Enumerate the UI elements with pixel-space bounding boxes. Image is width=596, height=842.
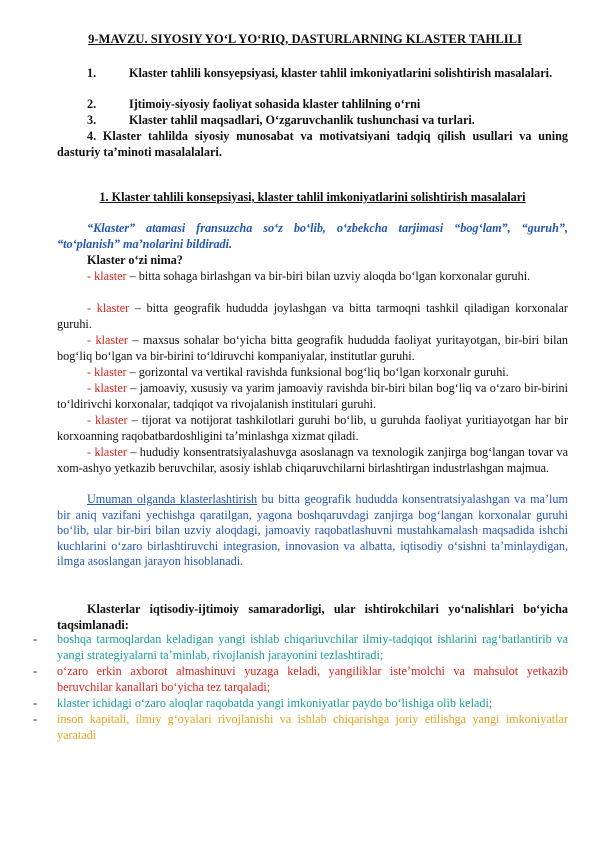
definition-dash: - [87, 381, 95, 395]
definition-dash: - [87, 413, 96, 427]
bullet-dash: - [33, 632, 38, 646]
definition-term: klaster [95, 333, 128, 347]
definition-term: klaster [94, 381, 127, 395]
definition-term: klaster [94, 365, 127, 379]
quote-paragraph: “Klaster” atamasi fransuzcha so‘z bo‘lib, o‘zbekcha tarjimasi “bog‘lam”, “guruh”, “to‘planish” ma’nolarini bildiradi. [57, 221, 568, 251]
definition-item [57, 445, 568, 476]
definition-text: – tijorat va notijorat tashkilotlari guruhi bo‘lib, u guruhda faoliyat yuritiayotgan har bir korxoanning raqobatbardoshligini ta’minlashga xizmat qiladi. [57, 413, 568, 443]
definition-dash: - [87, 269, 95, 283]
outline-item-4 [57, 129, 568, 160]
summary-paragraph [57, 492, 568, 570]
definition-text: – hududiy konsentratsiyalashuvga asoslanagn va texnologik zanjirga bog‘langan tovar va xom-ashyo yetkazib beruvchilar, asosiy ishlab chiqaruvchilarni birlashtirgan industrlashgan majmua. [57, 445, 568, 475]
section-heading: 1. Klaster tahlili konsepsiyasi, klaster tahlil imkoniyatlarini solishtirish masalalari [99, 190, 526, 204]
bullet-dash: - [33, 664, 38, 678]
outline-number: 1. [87, 66, 97, 80]
page-title: 9-MAVZU. SIYOSIY YO‘L YO‘RIQ, DASTURLARNING KLASTER TAHLILI [88, 32, 522, 46]
definition-term: klaster [96, 301, 130, 315]
definition-item [57, 333, 568, 364]
definition-dash: - [87, 333, 96, 347]
definition-text: – bitta geografik hududda joylashgan va bitta tarmoqni tashkil qiladigan korxonalar guruhi. [57, 301, 568, 331]
outline-item-1 [57, 66, 568, 82]
definition-item [57, 381, 568, 412]
definition-term: klaster [94, 269, 127, 283]
definition-item [57, 301, 568, 332]
definition-text: – bitta sohaga birlashgan va bir-biri bilan uzviy aloqda bo‘lgan korxonalar guruhi. [126, 269, 531, 283]
benefits-heading: Klasterlar iqtisodiy-ijtimoiy samaradorligi, ular ishtirokchilari yo‘nalishlari bo‘yicha taqsimlanadi: [57, 602, 568, 632]
outline-item-3 [57, 113, 568, 129]
definition-dash: - [87, 445, 95, 459]
outline-number: 4. [87, 129, 97, 143]
definition-term: klaster [94, 445, 127, 459]
bullet-dash: - [33, 696, 38, 710]
bullet-dash: - [33, 712, 38, 726]
outline-text: Klaster tahlil maqsadlari, O‘zgaruvchanlik tushunchasi va turlari. [129, 113, 475, 127]
outline-number: 2. [87, 97, 97, 111]
summary-text: bu bitta geografik hududda konsentratsiyalashgan va ma’lum bir aniq vazifani yechishga qaratilgan, yagona boshqaruvdagi zanjirga bog‘langan korxonalar guruhi bo‘lib, ular bir-biri bilan uzviy aloqdagi, jamoaviy raqobatlashuvni mustahkamalash maqsadida ishchi kuchlarini o‘zaro birlashtiruvchi integrasion, innovasion va albatta, iqtisodiy o‘sishni ta’minlaydigan, ilmga asoslangan jarayon hisoblanadi. [57, 492, 568, 569]
outline-item-2 [57, 97, 568, 113]
definition-dash: - [87, 301, 97, 315]
definition-text: – maxsus sohalar bo‘yicha bitta geografik hududda faoliyat yuritayotgan, bir-biri bilan bog‘liq bo‘lgan va bir-birini to‘ldiruvchi kompaniyalar, institutlar guruhi. [57, 333, 568, 363]
summary-lead: Umuman olganda klasterlashtirish [87, 492, 258, 506]
outline-text: Klaster tahlilda siyosiy munosabat va motivatsiyani tadqiq qilish usullari va uning dasturiy ta’minoti masalalalari. [57, 129, 569, 159]
bullet-item: o‘zaro erkin axborot almashinuvi yuzaga keladi, yangiliklar iste’molchi va mahsulot yetkazib beruvchilar kanallari bo‘yicha tez tarqaladi; [57, 664, 568, 694]
bullet-item: klaster ichidagi o‘zaro aloqlar raqobatda yangi imkoniyatlar paydo bo‘lishiga olib keladi; [57, 696, 493, 710]
definition-text: – jamoaviy, xususiy va yarim jamoaviy ravishda bir-biri bilan bog‘liq va o‘zaro bir-birini to‘ldirivchi korxonalar, tadqiqot va rivojalanish institulari guruhi. [57, 381, 568, 411]
outline-text: Klaster tahlili konsyepsiyasi, klaster tahlil imkoniyatlarini solishtirish masalalari. [129, 66, 553, 80]
definition-text: – gorizontal va vertikal ravishda funksional bog‘liq bo‘lgan korxonalr guruhi. [126, 365, 509, 379]
definition-item [57, 365, 568, 381]
definition-item [57, 413, 568, 444]
bullet-item: boshqa tarmoqlardan keladigan yangi ishlab chiqariuvchilar ilmiy-tadqiqot ishlarini rag‘batlantirib va yangi strategiyalarni ta’minlab, rivojlanish jarayonini tezlashtiradi; [57, 632, 568, 662]
definition-dash: - [87, 365, 95, 379]
definition-item [57, 269, 568, 285]
question-line: Klaster o‘zi nima? [87, 253, 183, 267]
bullet-item: inson kapitali, ilmiy g‘oyalari rivojlanishi va ishlab chiqarishga joriy etilishga yangi imkoniyatlar yaratadi [57, 712, 568, 742]
outline-text: Ijtimoiy-siyosiy faoliyat sohasida klaster tahlilning o‘rni [129, 97, 421, 111]
definition-term: klaster [95, 413, 128, 427]
outline-number: 3. [87, 113, 97, 127]
